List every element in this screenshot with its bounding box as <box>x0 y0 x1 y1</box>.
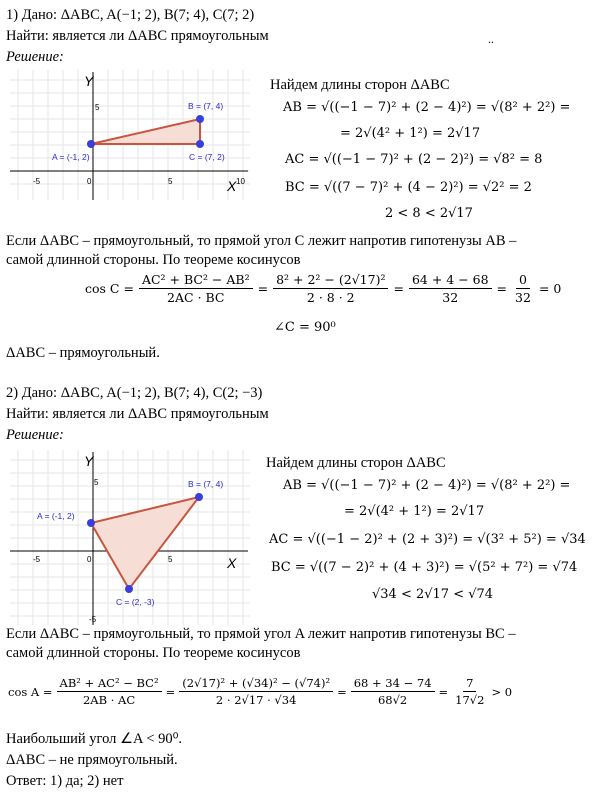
solution-label-2: Решение: <box>6 427 64 443</box>
point-a-2 <box>87 519 95 527</box>
cosine-formula-2: cos A = $\frac{\text{AB² + AC² − BC²}}{2AB \cdot AC}$ = $\frac{\text{(2√17)² + (√34)² − (√74)²}}{2 \cdot 2√17 \cdot √34}$ = $\frac{68 + 34 - 74}{68√2}$ = $\frac{7}{17√2}$ > 0 <box>8 676 513 707</box>
cos-fraction-3-2: $\frac{68 + 34 - 74}{68√2}$ <box>351 676 435 707</box>
coordinate-plot-1 <box>10 70 250 200</box>
if-line2-1: самой длинной стороны. По теореме косинусов <box>6 252 301 268</box>
tick-y5-1: 5 <box>95 103 100 112</box>
given-1: 1) Дано: ΔABC, A(−1; 2), B(7; 4), C(7; 2) <box>6 7 255 23</box>
cos-lhs-2: cos A = <box>8 684 53 699</box>
y-axis-label-1: Y <box>84 73 94 89</box>
inequality-2: √34 < 2√17 < √74 <box>372 587 494 602</box>
cos-fraction-1-1: $\frac{\text{AC² + BC² − AB²}}{2AC \cdot BC}$ <box>139 272 253 305</box>
ab-line2-2: = 2√(4² + 1²) = 2√17 <box>344 504 485 519</box>
angle-c-1: ∠C = 90⁰ <box>274 320 336 335</box>
label-c-1: C = (7, 2) <box>189 152 225 162</box>
x-axis-label-2: X <box>227 555 237 571</box>
cos-lhs-1: cos C = <box>85 281 134 296</box>
point-a-1 <box>87 140 95 148</box>
tick-x5-1: 5 <box>168 177 173 186</box>
largest-angle-2: Наибольший угол ∠A < 90⁰. <box>6 731 183 747</box>
cos-fraction-2-2: $\frac{\text{(2√17)² + (√34)² − (√74)²}}{2 \cdot 2√17 \cdot √34}$ <box>179 676 333 707</box>
sides-title-2: Найдем длины сторон ΔABC <box>266 455 446 471</box>
given-2: 2) Дано: ΔABC, A(−1; 2), B(7; 4), C(2; −3) <box>6 385 263 401</box>
point-b-2 <box>195 493 203 501</box>
label-b-2: B = (7, 4) <box>188 479 224 489</box>
tick-x10-1: 10 <box>236 177 245 186</box>
conclusion-2: ΔABC – не прямоугольный. <box>6 752 178 768</box>
if-line1-1: Если ΔABC – прямоугольный, то прямой угол C лежит напротив гипотенузы AB – <box>6 233 517 249</box>
if-line1-2: Если ΔABC – прямоугольный, то прямой угол A лежит напротив гипотенузы BC – <box>6 626 516 642</box>
answer: Ответ: 1) да; 2) нет <box>6 773 124 789</box>
find-1: Найти: является ли ΔABC прямоугольным <box>6 28 269 44</box>
tick-x-neg5-2: -5 <box>33 555 41 564</box>
cosine-formula-1: cos C = $\frac{\text{AC² + BC² − AB²}}{2AC \cdot BC}$ = $\frac{\text{8² + 2² − (2√17)²}}{2 \cdot 8 \cdot 2}$ = $\frac{64 + 4 - 68}{32}$ = $\frac{0}{32}$ = 0 <box>85 272 562 305</box>
ac-formula-1: AC = √((−1 − 7)² + (2 − 2)²) = √8² = 8 <box>285 152 543 167</box>
solution-label-1: Решение: <box>6 49 64 65</box>
tick-y5-2: 5 <box>94 478 99 487</box>
tick-y-neg5-2: -5 <box>89 615 97 624</box>
y-axis-label-2: Y <box>84 453 94 469</box>
if-line2-2: самой длинной стороны. По теореме косинусов <box>6 645 301 661</box>
tick-x0-1: 0 <box>87 177 92 186</box>
conclusion-1: ΔABC – прямоугольный. <box>6 345 160 361</box>
bc-formula-2: BC = √((7 − 2)² + (4 + 3)²) = √(5² + 7²) = √74 <box>271 560 578 575</box>
cos-fraction-3-1: $\frac{64 + 4 - 68}{32}$ <box>409 272 492 305</box>
dots: .. <box>488 32 494 46</box>
cos-fraction-2-1: $\frac{\text{8² + 2² − (2√17)²}}{2 \cdot 8 \cdot 2}$ <box>273 272 388 305</box>
sides-title-1: Найдем длины сторон ΔABC <box>270 77 450 93</box>
label-a-1: A = (-1, 2) <box>52 152 90 162</box>
bc-formula-1: BC = √((7 − 7)² + (4 − 2)²) = √2² = 2 <box>285 180 532 195</box>
point-b-1 <box>196 115 204 123</box>
cos-fraction-4-2: $\frac{7}{17√2}$ <box>455 676 485 707</box>
ac-formula-2: AC = √((−1 − 2)² + (2 + 3)²) = √(3² + 5²) = √34 <box>269 532 586 547</box>
ab-line1-2: AB = √((−1 − 7)² + (2 − 4)²) = √(8² + 2²) = <box>283 478 571 493</box>
point-c-2 <box>125 585 133 593</box>
tick-x5-2: 5 <box>168 555 173 564</box>
ab-line1-1: AB = √((−1 − 7)² + (2 − 4)²) = √(8² + 2²) = <box>283 100 571 115</box>
find-2: Найти: является ли ΔABC прямоугольным <box>6 406 269 422</box>
cos-fraction-4-1: $\frac{0}{32}$ <box>515 272 531 305</box>
inequality-1: 2 < 8 < 2√17 <box>385 206 473 221</box>
label-b-1: B = (7, 4) <box>188 101 224 111</box>
label-c-2: C = (2, -3) <box>116 597 155 607</box>
tick-x0-2: 0 <box>87 555 92 564</box>
cos-fraction-1-2: $\frac{\text{AB² + AC² − BC²}}{2AB \cdot AC}$ <box>57 676 162 707</box>
tick-x-neg5-1: -5 <box>33 177 41 186</box>
x-axis-label-1: X <box>227 178 237 194</box>
point-c-1 <box>196 140 204 148</box>
coordinate-plot-2 <box>10 450 250 625</box>
ab-line2-1: = 2√(4² + 1²) = 2√17 <box>340 126 481 141</box>
label-a-2: A = (-1, 2) <box>37 511 75 521</box>
